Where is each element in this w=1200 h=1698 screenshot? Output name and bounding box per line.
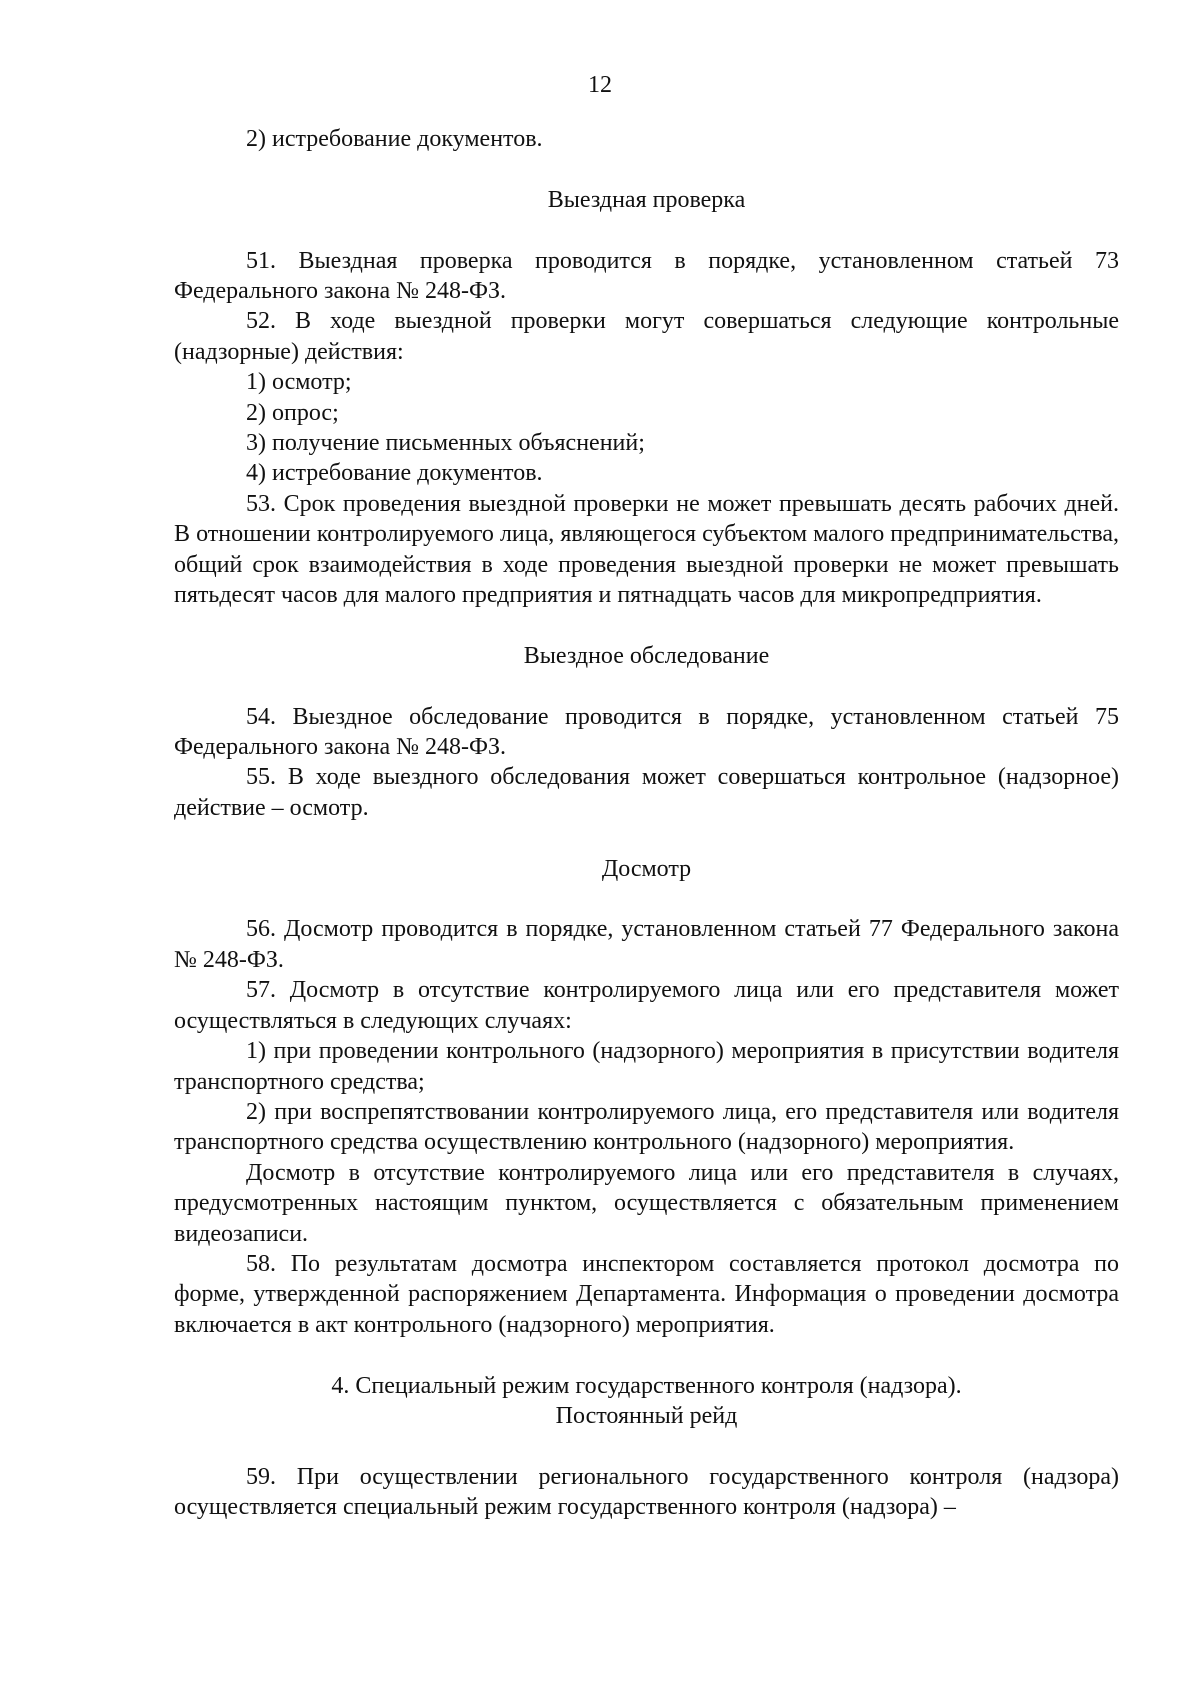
section-heading: Выездное обследование [523, 642, 770, 669]
list-item: 1) осмотр; [246, 369, 352, 396]
paragraph-52: 52. В ходе выездной проверки могут совершаться следующие контрольные (надзорные) действия: [174, 308, 1119, 365]
section-heading: 4. Специальный режим государственного контроля (надзора). [331, 1372, 962, 1399]
paragraph-57-tail: Досмотр в отсутствие контролируемого лица или его представителя в случаях, предусмотренных настоящим пунктом, осуществляется с обязательным применением видеозаписи. [174, 1159, 1119, 1247]
list-item: 2) при воспрепятствовании контролируемого лица, его представителя или водителя транспортного средства осуществлению контрольного (надзорного) мероприятия. [174, 1098, 1119, 1156]
paragraph-59: 59. При осуществлении регионального государственного контроля (надзора) осуществляется специальный режим государственного контроля (надзора) – [174, 1463, 1119, 1521]
paragraph-53: 53. Срок проведения выездной проверки не может превышать десять рабочих дней. В отношении контролируемого лица, являющегося субъектом малого предпринимательства, общий срок взаимодействия в ходе проведения выездной проверки не может превышать пятьдесят часов для малого предприятия и пятнадцать часов для микропредприятия. [174, 490, 1119, 609]
section-heading: Выездная проверка [547, 186, 746, 213]
list-item: 1) при проведении контрольного (надзорного) мероприятия в присутствии водителя транспортного средства; [174, 1038, 1119, 1095]
paragraph-51: 51. Выездная проверка проводится в порядке, установленном статьей 73 Федерального закона № 248-ФЗ. [174, 247, 1119, 304]
section-subheading: Постоянный рейд [555, 1402, 738, 1429]
list-item: 2) истребование документов. [246, 126, 543, 152]
paragraph-54: 54. Выездное обследование проводится в порядке, установленном статьей 75 Федерального закона № 248-ФЗ. [174, 703, 1119, 761]
section-heading: Досмотр [601, 855, 692, 882]
paragraph-55: 55. В ходе выездного обследования может совершаться контрольное (надзорное) действие – осмотр. [174, 764, 1119, 821]
list-item: 2) опрос; [246, 399, 339, 426]
list-item: 3) получение письменных объяснений; [246, 430, 645, 457]
paragraph-58: 58. По результатам досмотра инспектором составляется протокол досмотра по форме, утвержденной распоряжением Департамента. Информация о проведении досмотра включается в акт контрольного (надзорного) мероприятия. [174, 1250, 1119, 1338]
paragraph-57: 57. Досмотр в отсутствие контролируемого лица или его представителя может осуществляться в следующих случаях: [174, 977, 1119, 1034]
paragraph-56: 56. Досмотр проводится в порядке, установленном статьей 77 Федерального закона № 248-ФЗ. [174, 916, 1119, 973]
page-content [174, 124, 1119, 1523]
list-item: 4) истребование документов. [246, 460, 543, 487]
page-number: 12 [588, 72, 612, 98]
